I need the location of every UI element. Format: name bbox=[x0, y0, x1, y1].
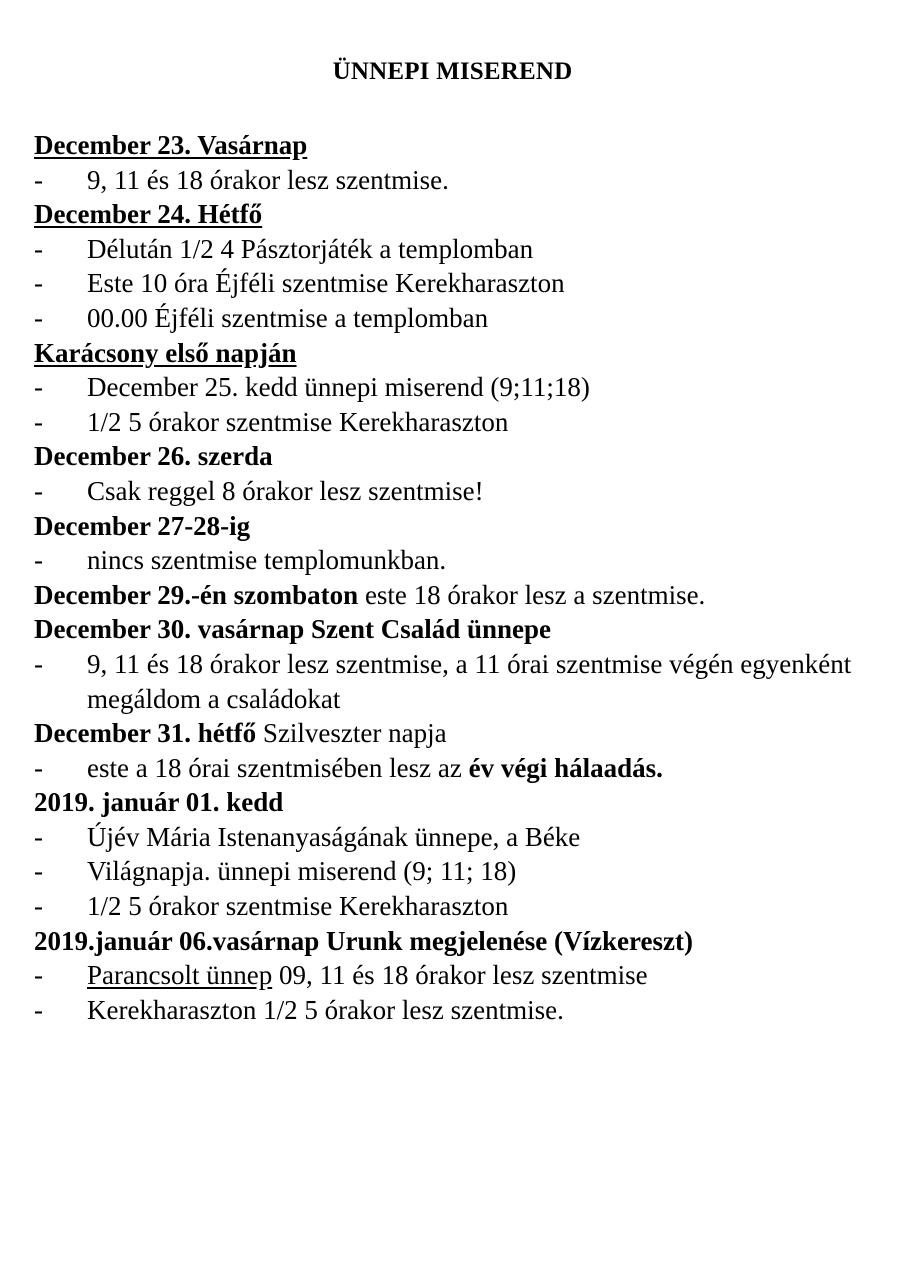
heading-rest: Szilveszter napja bbox=[256, 718, 447, 749]
list-item bbox=[34, 958, 894, 993]
section-heading: December 30. vasárnap Szent Család ünnepe bbox=[34, 614, 552, 645]
list-item: - Újév Mária Istenanyaságának ünnepe, a Béke bbox=[34, 820, 894, 855]
heading-bold-part: December 29.-én szombaton bbox=[34, 579, 359, 610]
list-item bbox=[34, 751, 894, 786]
page-title: ÜNNEPI MISEREND bbox=[332, 58, 573, 85]
list-item: - 00.00 Éjféli szentmise a templomban bbox=[34, 301, 894, 336]
section-heading bbox=[34, 716, 894, 751]
section-heading: December 27-28-ig bbox=[34, 510, 251, 541]
list-item: - December 25. kedd ünnepi miserend (9;11;18) bbox=[34, 370, 894, 405]
list-item: - Csak reggel 8 órakor lesz szentmise! bbox=[34, 474, 894, 509]
item-text: este a 18 órai szentmisében lesz az bbox=[87, 752, 469, 783]
list-item: - 1/2 5 órakor szentmise Kerekharaszton bbox=[34, 405, 894, 440]
section-heading: Karácsony első napján bbox=[34, 337, 297, 368]
list-item: - Világnapja. ünnepi miserend (9; 11; 18) bbox=[34, 854, 894, 889]
section-heading: 2019.január 06.vasárnap Urunk megjelenése (Vízkereszt) bbox=[34, 925, 693, 956]
schedule bbox=[34, 128, 894, 1027]
section-heading: December 23. Vasárnap bbox=[34, 130, 308, 160]
list-item: - 1/2 5 órakor szentmise Kerekharaszton bbox=[34, 889, 894, 924]
list-item: - 9, 11 és 18 órakor lesz szentmise, a 11 órai szentmise végén egyenként megáldom a családokat bbox=[34, 647, 877, 716]
list-item: - nincs szentmise templomunkban. bbox=[34, 543, 894, 578]
list-item: - Este 10 óra Éjféli szentmise Kerekharaszton bbox=[34, 266, 894, 301]
item-underlined-text: Parancsolt ünnep bbox=[87, 960, 273, 991]
section-heading: December 26. szerda bbox=[34, 441, 273, 472]
section-heading bbox=[34, 578, 894, 613]
list-item: - Délután 1/2 4 Pásztorjáték a templomban bbox=[34, 232, 894, 267]
heading-bold-part: December 31. hétfő bbox=[34, 718, 257, 749]
item-text: 09, 11 és 18 órakor lesz szentmise bbox=[272, 960, 648, 991]
list-item: - 9, 11 és 18 órakor lesz szentmise. bbox=[34, 163, 894, 198]
section-heading: December 24. Hétfő bbox=[34, 199, 263, 230]
section-heading: 2019. január 01. kedd bbox=[34, 787, 284, 818]
list-item: - Kerekharaszton 1/2 5 órakor lesz szentmise. bbox=[34, 993, 894, 1028]
heading-rest: este 18 órakor lesz a szentmise. bbox=[358, 579, 706, 610]
item-bold-text: év végi hálaadás. bbox=[468, 752, 663, 783]
